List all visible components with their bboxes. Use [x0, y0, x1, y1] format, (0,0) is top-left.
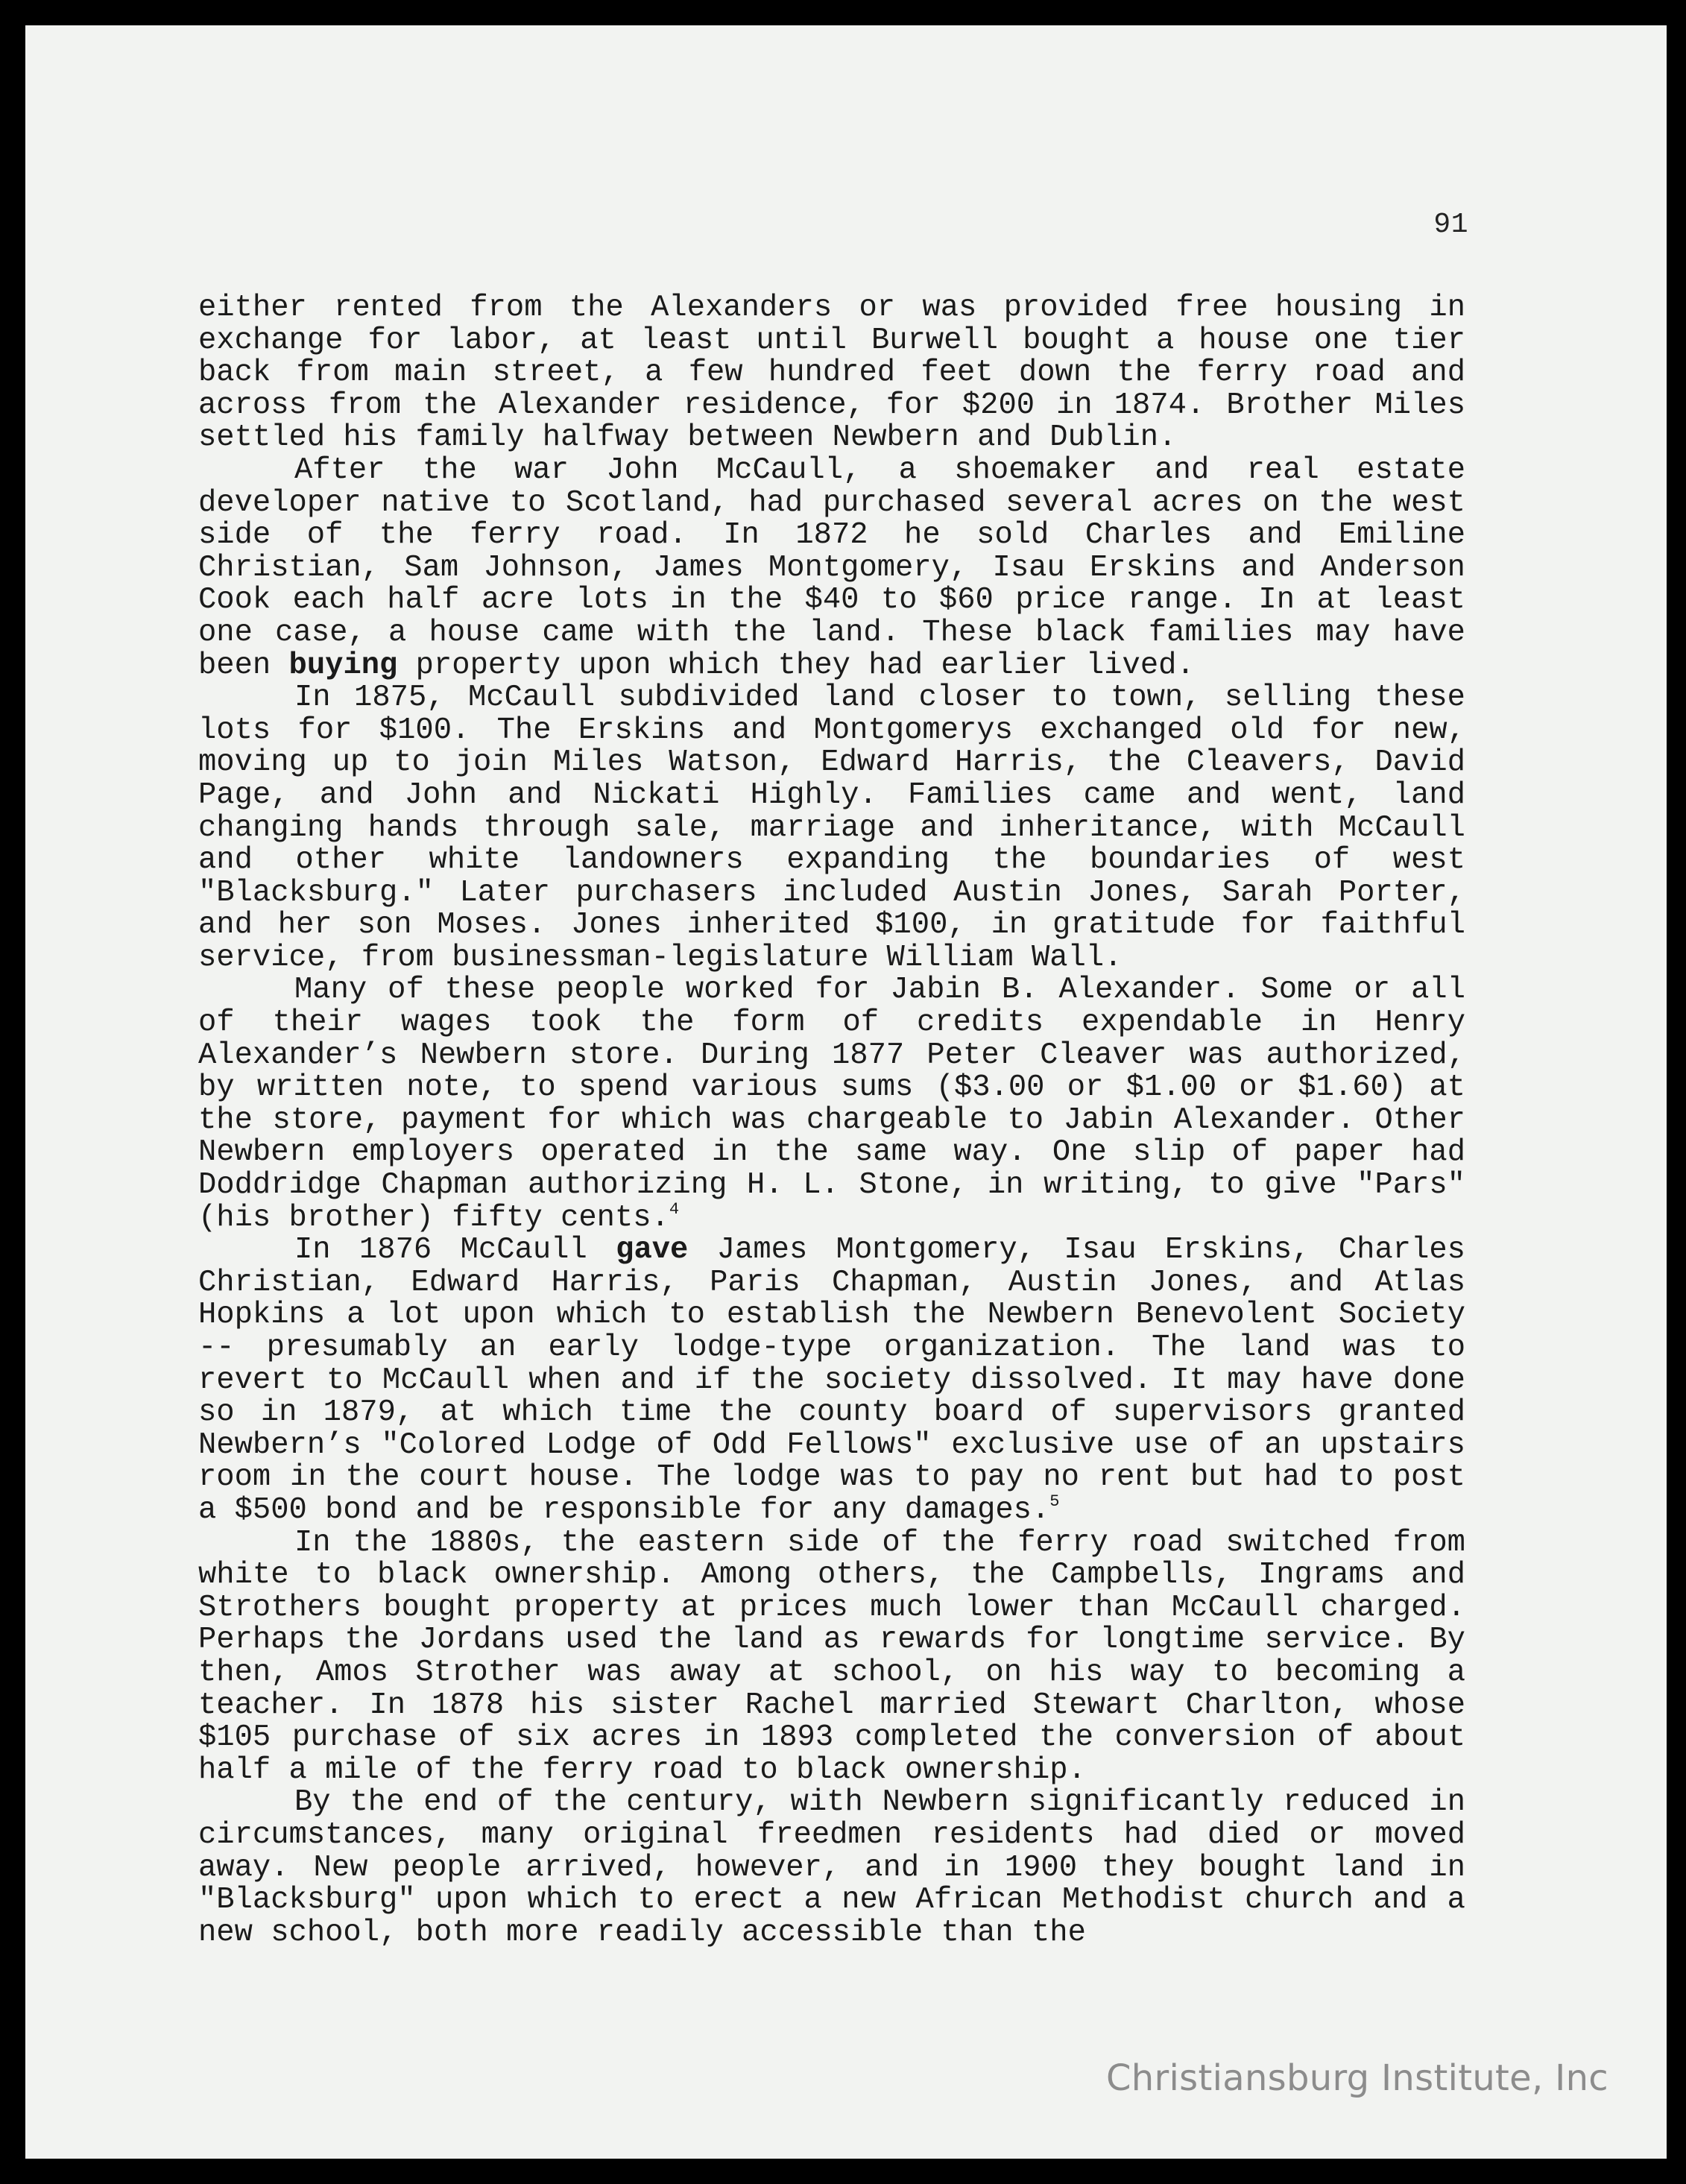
document-page — [25, 25, 1667, 2159]
paragraph-5-bold-word: gave — [616, 1233, 689, 1268]
paragraph-3 — [198, 682, 1465, 974]
paragraph-3-text: In 1875, McCaull subdivided land closer to town, selling these lots for $100. The Erskins and Montgomerys exchanged old for new, moving up to join Miles Watson, Edward Harris, the Cleavers, David Page, and John and Nickati Highly. Families came and went, land changing hands through sale, marriage and inheritance, with McCaull and other white landowners expanding the boundaries of west "Blacksburg." Later purchasers included Austin Jones, Sarah Porter, and her son Moses. Jones inherited $100, in gratitude for faithful service, from businessman-legislature William Wall. — [198, 681, 1465, 975]
watermark: Christiansburg Institute, Inc — [1105, 2057, 1608, 2099]
paragraph-7 — [198, 1787, 1465, 1949]
footnote-marker-5: 5 — [1049, 1492, 1060, 1511]
paragraph-6-text: In the 1880s, the eastern side of the ferry road switched from white to black ownership. Among others, the Campbells, Ingrams and Strothers bought property at prices much lower than McCaull charged. Perhaps the Jordans used the land as rewards for longtime service. By then, Amos Strother was away at school, on his way to becoming a teacher. In 1878 his sister Rachel married Stewart Charlton, whose $105 purchase of six acres in 1893 completed the conversion of about half a mile of the ferry road to black ownership. — [198, 1525, 1465, 1787]
paragraph-4-text: Many of these people worked for Jabin B. Alexander. Some or all of their wages took the form of credits expendable in Henry Alexander’s Newbern store. During 1877 Peter Cleaver was authorized, by written note, to spend various sums ($3.00 or $1.00 or $1.60) at the store, payment for which was chargeable to Jabin Alexander. Other Newbern employers operated in the same way. One slip of paper had Doddridge Chapman authorizing H. L. Stone, in writing, to give "Pars" (his brother) fifty cents. — [198, 973, 1465, 1235]
paragraph-6 — [198, 1527, 1465, 1787]
paragraph-4 — [198, 974, 1465, 1234]
paragraph-2-text-end: property upon which they had earlier lived. — [397, 648, 1195, 683]
paragraph-5-text-start: In 1876 McCaull — [294, 1233, 616, 1268]
paragraph-7-text: By the end of the century, with Newbern significantly reduced in circumstances, many original freedmen residents had died or moved away. New people arrived, however, and in 1900 they bought land in "Blacksburg" upon which to erect a new African Methodist church and a new school, both more readily accessible than the — [198, 1785, 1465, 1950]
paragraph-2 — [198, 452, 1465, 683]
paragraph-2-text-start: After the war John McCaull, a shoemaker and real estate developer native to Scotland, had purchased several acres on the west side of the ferry road. In 1872 he sold Charles and Emiline Christian, Sam Johnson, James Montgomery, Isau Erskins and Anderson Cook each half acre lots in the $40 to $60 price range. In at least one case, a house came with the land. These black families may have been — [198, 452, 1465, 683]
paragraph-5 — [198, 1234, 1465, 1527]
paragraph-1 — [198, 292, 1465, 455]
page-number: 91 — [1433, 209, 1468, 241]
body-text — [198, 292, 1465, 1949]
footnote-marker-4: 4 — [669, 1199, 680, 1219]
paragraph-5-text-end: James Montgomery, Isau Erskins, Charles Christian, Edward Harris, Paris Chapman, Austin Jones, and Atlas Hopkins a lot upon which to establish the Newbern Benevolent Society -- presumably an early lodge-type organization. The land was to revert to McCaull when and if the society dissolved. It may have done so in 1879, at which time the county board of supervisors granted Newbern’s "Colored Lodge of Odd Fellows" exclusive use of an upstairs room in the court house. The lodge was to pay no rent but had to post a $500 bond and be responsible for any damages. — [198, 1233, 1465, 1527]
paragraph-2-bold-word: buying — [288, 648, 398, 683]
paragraph-1-text: either rented from the Alexanders or was provided free housing in exchange for labor, at least until Burwell bought a house one tier back from main street, a few hundred feet down the ferry road and across from the Alexander residence, for $200 in 1874. Brother Miles settled his family halfway between Newbern and Dublin. — [198, 291, 1465, 455]
